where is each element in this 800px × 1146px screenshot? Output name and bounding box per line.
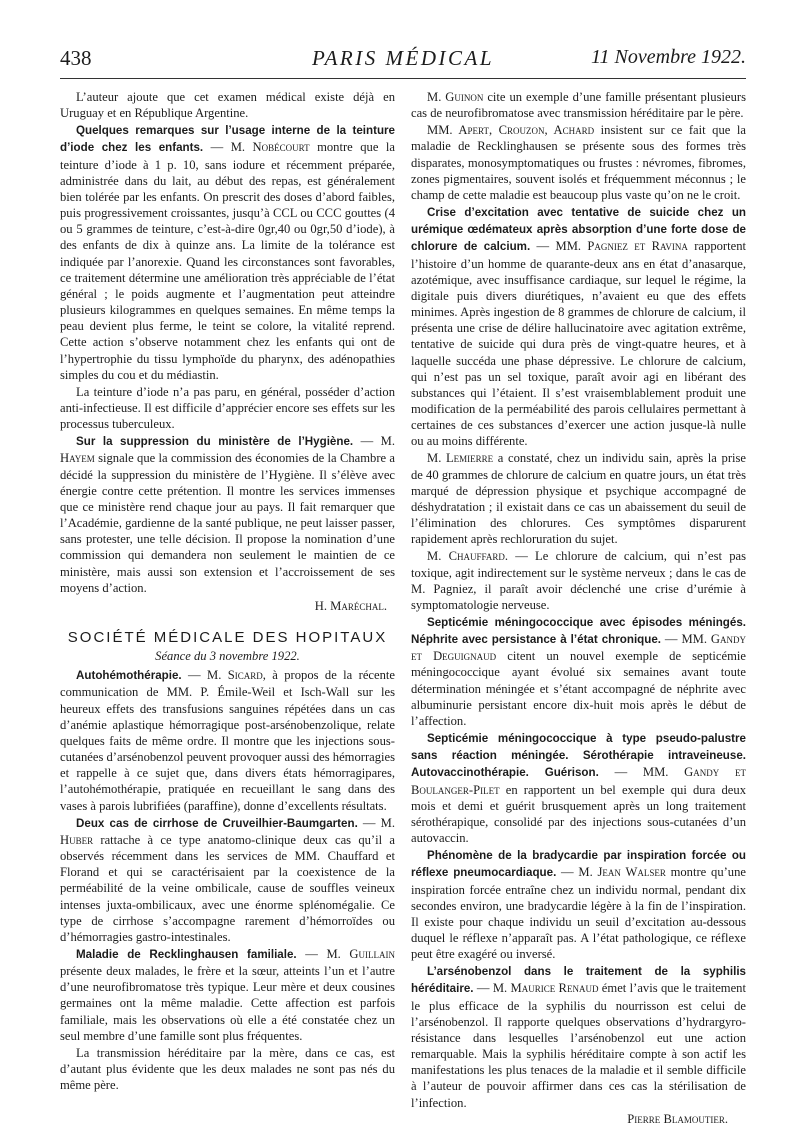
section-heading: Phénomène de la bradycardie par inspiration forcée ou réflexe pneumocardiaque. <box>411 849 746 880</box>
section-heading: Sur la suppression du ministère de l’Hygiène. <box>76 435 354 449</box>
section-heading: Quelques remarques sur l’usage interne de la teinture d’iode chez les enfants. <box>60 124 395 155</box>
page-number: 438 <box>60 46 92 70</box>
paragraph-lemierre: M. Lemierre a constaté, chez un individu sain, après la prise de 40 grammes de chlorure de calcium en quatre jours, un état très marqué de dépression physique et psychique accompagné de déshydratation ; il existait dans ce cas un abaissement du seuil de l’élimination des chlorures. Ces symptômes disparurent rapidement après rechloruration du sujet. <box>411 451 746 547</box>
author-name: M. Sicard <box>207 668 263 683</box>
section-septicemie-nephrite: Septicémie méningococcique avec épisodes méningés. Néphrite avec persistance à l’état chronique. — MM. Gandy et Deguignaud citent un nouvel exemple de septicémie méningococcique ayant évolué six semaines avant toute détermination méningée et s’étant accompagné de néphrite avec albuminurie persistant encore dix-huit mois après le début de l’affection. <box>411 616 746 728</box>
section-heading: Autohémothérapie. <box>76 669 182 683</box>
author-name: MM. Gandy et Deguignaud <box>411 632 746 664</box>
journal-title: PARIS MÉDICAL <box>311 46 494 70</box>
paragraph-chauffard: M. Chauffard. — Le chlorure de calcium, qui n’est pas toxique, agit indirectement sur le système nerveux ; dans le cas de M. Pagniez, il paraît avoir déclenché une crise d’urémie à symptomatologie nerveuse. <box>411 549 746 612</box>
paragraph-uruguay: L’auteur ajoute que cet examen médical existe déjà en Uruguay et en République Argentine. <box>60 90 395 121</box>
section-heading: L’arsénobenzol dans le traitement de la syphilis héréditaire. <box>411 965 746 996</box>
author-name: MM. Apert, Crouzon, Achard <box>427 123 595 138</box>
author-name: MM. Gandy et Boulanger-Pilet <box>411 765 747 797</box>
section-septicemie-pseudo-palustre: Septicémie méningococcique à type pseudo-palustre sans réaction méningée. Sérothérapie intraveineuse. Autovaccinothérapie. Guérison. — MM. Gandy et Boulanger-Pilet en rapportent un bel exemple qui dura deux mois et demi et guérit brusquement après un long traitement sérothérapique, consolidé par des injections sous-cutanées d’un autovaccin. <box>411 732 747 846</box>
section-ministere-hygiene: Sur la suppression du ministère de l’Hygiène. — M. Hayem signale que la commission des économies de la Chambre a décidé la suppression du ministère de l’Hygiène. Il s’élève avec énergie contre cette prétention. Il montre les services immenses que ce ministère rend chaque jour au pays. Il fait remarquer que l’Académie, gardienne de la santé publique, ne peut laisser passer, sans protester, une telle décision. Il propose la nomination d’une commission qui demandera non seulement le maintien de ce ministère, mais aussi son extension et l’accroissement de ses moyens d’action. <box>60 434 396 595</box>
section-teinture-iode: Quelques remarques sur l’usage interne de la teinture d’iode chez les enfants. — M. Nobécourt montre que la teinture d’iode à 1 p. 10, sans iodure et récemment préparée, administrée dans du lait, au début des repas, est généralement bien tolérée par les enfants. On prescrit des doses d’abord faibles, puis progressivement croissantes, jusqu’à CCL ou CCC gouttes (4 ou 5 grammes de teinture, c’est-à-dire 0gr,40 ou 0gr,50 d’iode), à des enfants de dix à quinze ans. La limite de la tolérance est indiquée par l’anorexie. Quand les circonstances sont favorables, ce traitement détermine une amélioration très appréciable de l’état général ; le poids augmente et l’augmentation peut atteindre plusieurs kilogrammes en quelques semaines. En même temps la peau devient plus ferme, le teint se colore, la vitalité reprend. Cette action s’observe notamment chez les enfants qui ont de l’hypertrophie du tissu lymphoïde du pharynx, des adénopathies simples du cou et du médiastin. <box>60 124 395 382</box>
section-recklinghausen: Maladie de Recklinghausen familiale. — M. Guillain présente deux malades, le frère et la sœur, atteints l’un et l’autre d’une neurofibromatose très typique. Leur mère et deux cousines germaines ont la même maladie. Cette affection est parfois familiale, mais les observations où elle a été constatée chez un seul membre d’une famille sont plus fréquentes. <box>60 946 396 1043</box>
author-name: M. Nobécourt <box>230 140 310 155</box>
paragraph-anti-infectieuse: La teinture d’iode n’a pas paru, en général, posséder d’action anti-infectieuse. Il est difficile d’apprécier encore ses effets sur les processus tuberculeux. <box>60 384 395 432</box>
section-heading: Septicémie méningococcique à type pseudo-palustre sans réaction méningée. Sérothérapie intraveineuse. Autovaccinothérapie. Guérison. <box>411 732 746 780</box>
left-column <box>60 89 395 1127</box>
section-heading: Maladie de Recklinghausen familiale. <box>76 947 297 961</box>
author-name: M. Chauffard. <box>427 549 508 564</box>
section-heading: Crise d’excitation avec tentative de suicide chez un urémique œdémateux après absorption d’une forte dose de chlorure de calcium. <box>411 206 746 254</box>
society-title: SOCIÉTÉ MÉDICALE DES HOPITAUX <box>67 629 388 646</box>
signature-marechal: H. Maréchal. <box>314 598 387 613</box>
two-column-body <box>60 89 746 1127</box>
section-arsenobenzol: L’arsénobenzol dans le traitement de la syphilis héréditaire. — M. Maurice Renaud émet l’avis que le traitement le plus efficace de la syphilis du nourrisson est celui de l’arsénobenzol. Il rapporte quelques observations d’hydrargyro-résistance dans lesquelles l’arsénobenzol eut une action remarquable. Mais la syphilis héréditaire compte à son actif les manifestations les plus tenaces de la maladie et il semble difficile à l’auteur de pouvoir affirmer dans ces cas la stérilisation de l’infection. <box>411 965 746 1110</box>
issue-date: 11 Novembre 1922. <box>591 46 746 68</box>
author-name: M. Huber <box>60 815 396 847</box>
author-name: M. Hayem <box>60 434 396 466</box>
right-column <box>411 89 746 1127</box>
author-name: M. Guinon <box>427 90 484 104</box>
author-name: M. Lemierre <box>427 451 494 466</box>
section-heading: Septicémie méningococcique avec épisodes méningés. Néphrite avec persistance à l’état chronique. <box>411 616 746 647</box>
section-autohemotherapie: Autohémothérapie. — M. Sicard, à propos de la récente communication de MM. P. Émile-Weil et Isch-Wall sur les heureux effets des transfusions sanguines répétées dans un cas d’anémie aplastique hémorragique post-arsénobenzolique, relate quelques faits de même ordre. Il montre que les injections sous-cutanées d’arsénobenzol peuvent provoquer aussi des hémorragies et rappelle à ce sujet que, dans divers états hémorragipares, l’autohémothérapie, pratiquée en recueillant le sang dans des vases à parois lubrifiées (paraffine), donne d’excellents résultats. <box>60 668 396 813</box>
paragraph-transmission: La transmission héréditaire par la mère, dans ce cas, est d’autant plus évidente que les deux malades ne sont pas nés du même père. <box>60 1045 395 1093</box>
author-name: M. Maurice Renaud <box>492 981 599 996</box>
seance-date: Séance du 3 novembre 1922. <box>155 649 300 664</box>
section-cirrhose: Deux cas de cirrhose de Cruveilhier-Baumgarten. — M. Huber rattache à ce type anatomo-clinique deux cas qu’il a observés récemment dans les services de MM. Chauffard et Florand et qui se caractérisaient par la coexistence de la perméabilité de la veine ombilicale, cause de souffles veineux intenses juxta-ombilicaux, avec une énorme splénomégalie. Ce type de cirrhose s’accompagne rarement d’hémorroïdes ou d’hémorragies gastro-intestinales. <box>60 815 396 944</box>
author-name: M. Guillain <box>326 946 396 961</box>
author-name: MM. Pagniez et Ravina <box>555 239 688 254</box>
paragraph-apert: MM. Apert, Crouzon, Achard insistent sur ce fait que la maladie de Recklinghausen se présente sous des formes très disparates, monosymptomatiques ou frustes : névromes, fibromes, zones pigmentaires, souvent isolés et fréquemment méconnus ; le champ de cette maladie est beaucoup plus vaste qu’on ne le croit. <box>411 123 747 202</box>
page-header <box>60 44 746 79</box>
paragraph-guinon: M. Guinon cite un exemple d’une famille présentant plusieurs cas de neurofibromatose avec transmission héréditaire par le père. <box>411 90 746 121</box>
signature-blamoutier: Pierre Blamoutier. <box>627 1111 728 1126</box>
section-heading: Deux cas de cirrhose de Cruveilhier-Baumgarten. <box>76 816 358 830</box>
section-bradycardie: Phénomène de la bradycardie par inspiration forcée ou réflexe pneumocardiaque. — M. Jean Walser montre qu’une inspiration forcée entraîne chez un individu normal, pendant dix secondes environ, une bradycardie légère à la fin de l’inspiration. Il existe pour chaque individu un seuil d’excitation au-dessous duquel le réflexe n’apparaît pas. A l’état pathologique, ce réflexe peut être exagéré ou inversé. <box>411 849 746 962</box>
section-crise-excitation: Crise d’excitation avec tentative de suicide chez un urémique œdémateux après absorption d’une forte dose de chlorure de calcium. — MM. Pagniez et Ravina rapportent l’histoire d’un homme de quarante-deux ans en état d’anasarque, azotémique, avec insuffisance cardiaque, sur lequel le régime, la digitale puis divers diurétiques, n’avaient eu que des effets minimes. Après ingestion de 8 grammes de chlorure de calcium, il présenta une crise de délire hallucinatoire avec agitation extrême, tentative de suicide qui dura près de vingt-quatre heures, et à laquelle succéda une phase dépressive. Le chlorure de calcium, qui n’est pas un sel toxique, paraît avoir agi en libérant des substances qui l’étaient. Il s’est vraisemblablement produit une modification de la perméabilité des parois cellulaires permettant à certaines de ces substances d’exercer une action jusque-là nulle ou au moins différente. <box>411 206 746 449</box>
author-name: M. Jean Walser <box>578 865 666 880</box>
